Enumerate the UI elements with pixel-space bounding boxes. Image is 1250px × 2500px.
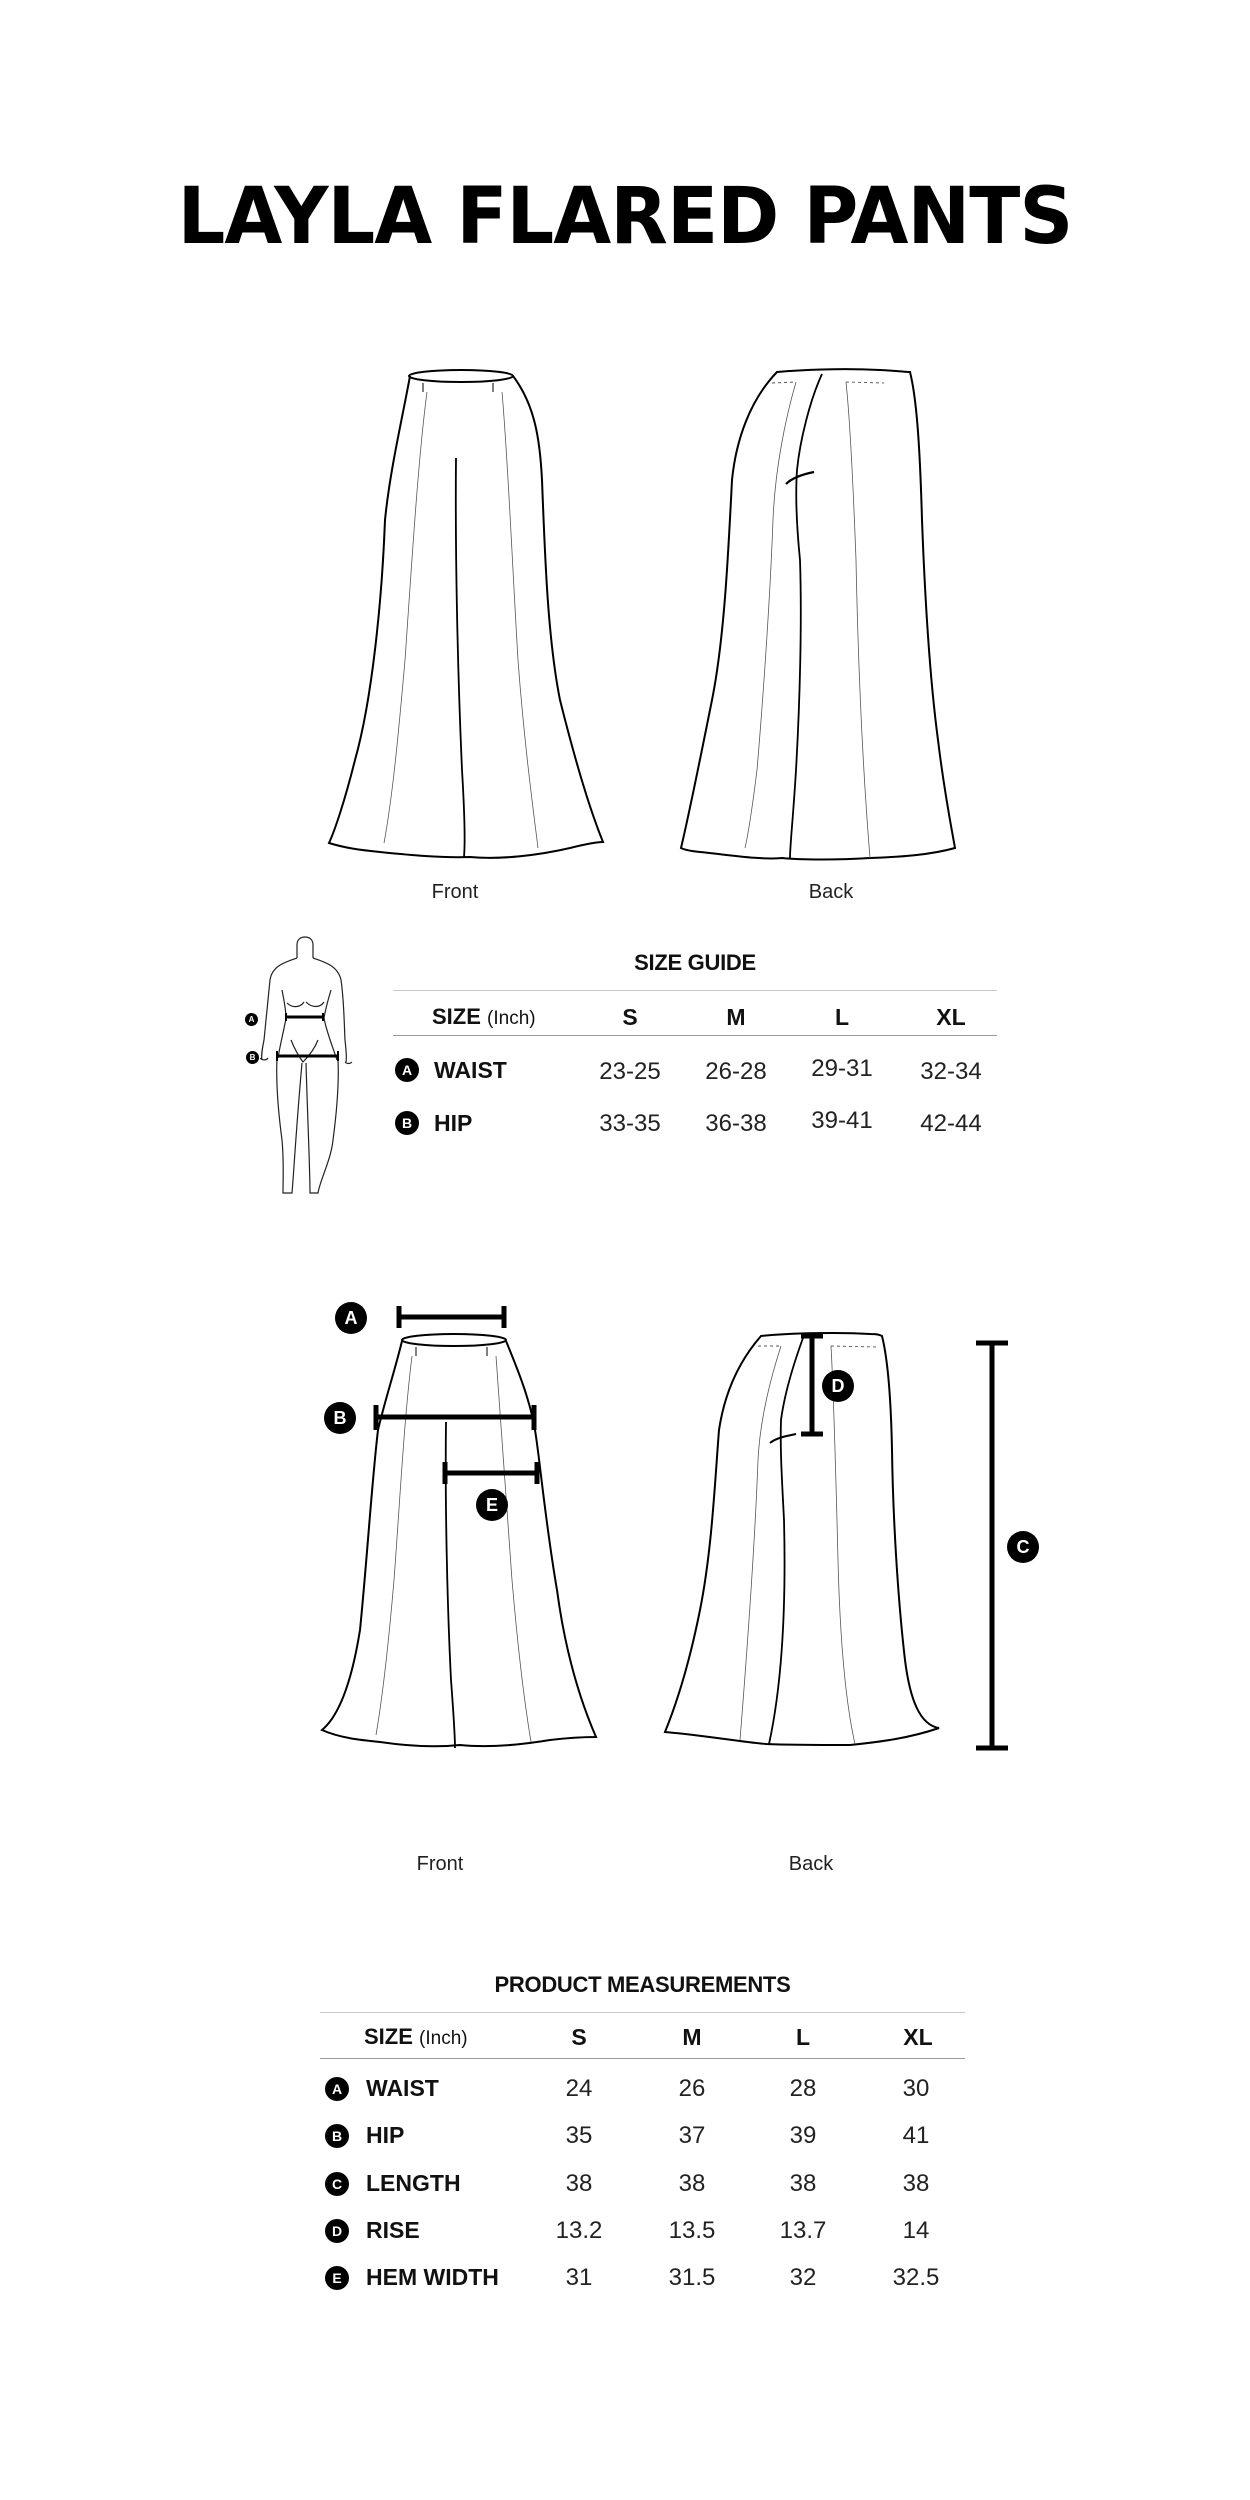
pm-badge-e: E xyxy=(325,2266,349,2290)
pm-waist-s: 24 xyxy=(565,2075,593,2102)
pm-rise-s: 13.2 xyxy=(555,2217,603,2244)
size-header-label: SIZE xyxy=(432,1004,481,1029)
pm-rise-l: 13.7 xyxy=(779,2217,827,2244)
pm-rise-m: 13.5 xyxy=(668,2217,716,2244)
pm-rise-xl: 14 xyxy=(902,2217,930,2244)
pm-length-l: 38 xyxy=(789,2170,817,2197)
size-guide-hip-l: 39-41 xyxy=(811,1107,873,1134)
pm-row-label-waist: WAIST xyxy=(366,2075,439,2101)
size-guide-row-label-hip: HIP xyxy=(434,1110,473,1136)
pm-top-rule xyxy=(320,2012,965,2013)
pm-waist-l: 28 xyxy=(789,2075,817,2102)
front-sketch-label: Front xyxy=(431,881,479,903)
pm-size-header-unit: (Inch) xyxy=(419,2028,468,2049)
pm-hip-m: 37 xyxy=(678,2122,706,2149)
pm-badge-b: B xyxy=(325,2124,349,2148)
pm-row-label-hip: HIP xyxy=(366,2122,405,2148)
back-sketch-label: Back xyxy=(808,881,854,903)
pm-hem-width-m: 31.5 xyxy=(668,2264,716,2291)
pm-size-header xyxy=(364,2024,468,2050)
pm-row-label-hem-width: HEM WIDTH xyxy=(366,2264,499,2290)
pm-badge-c: C xyxy=(325,2172,349,2196)
size-guide-badge-b: B xyxy=(395,1111,419,1135)
pm-header-rule xyxy=(320,2058,965,2059)
pm-hip-s: 35 xyxy=(565,2122,593,2149)
size-guide-col-s: S xyxy=(622,1004,638,1030)
size-guide-title: SIZE GUIDE xyxy=(634,950,756,975)
marker-d-rise: D xyxy=(822,1370,854,1402)
pm-col-xl: XL xyxy=(903,2024,933,2050)
size-guide-waist-l: 29-31 xyxy=(811,1055,873,1082)
pm-col-l: L xyxy=(795,2024,811,2050)
pm-waist-m: 26 xyxy=(678,2075,706,2102)
mannequin-badge-a: A xyxy=(245,1013,258,1026)
measurement-front-label: Front xyxy=(416,1853,464,1875)
pm-col-m: M xyxy=(682,2024,702,2050)
pm-length-s: 38 xyxy=(565,2170,593,2197)
size-guide-badge-a: A xyxy=(395,1058,419,1082)
size-guide-col-m: M xyxy=(726,1004,746,1030)
pm-badge-a: A xyxy=(325,2077,349,2101)
pm-hem-width-l: 32 xyxy=(789,2264,817,2291)
pm-row-label-length: LENGTH xyxy=(366,2170,461,2196)
size-guide-waist-xl: 32-34 xyxy=(920,1058,982,1085)
pm-waist-xl: 30 xyxy=(902,2075,930,2102)
size-guide-col-l: L xyxy=(834,1004,850,1030)
marker-b-hip: B xyxy=(324,1402,356,1434)
marker-e-hem-width: E xyxy=(476,1489,508,1521)
size-header-unit: (Inch) xyxy=(487,1008,536,1029)
marker-c-length: C xyxy=(1007,1531,1039,1563)
size-guide-waist-s: 23-25 xyxy=(599,1058,661,1085)
pm-col-s: S xyxy=(571,2024,587,2050)
measurement-back-label: Back xyxy=(788,1853,834,1875)
pm-hip-l: 39 xyxy=(789,2122,817,2149)
marker-a-waist: A xyxy=(335,1302,367,1334)
pm-size-header-label: SIZE xyxy=(364,2024,413,2049)
size-guide-hip-xl: 42-44 xyxy=(920,1110,982,1137)
page-title: LAYLA FLARED PANTS xyxy=(177,172,1073,262)
size-guide-hip-m: 36-38 xyxy=(705,1110,767,1137)
size-guide-hip-s: 33-35 xyxy=(599,1110,661,1137)
pm-badge-d: D xyxy=(325,2219,349,2243)
pm-length-xl: 38 xyxy=(902,2170,930,2197)
size-guide-waist-m: 26-28 xyxy=(705,1058,767,1085)
pm-row-label-rise: RISE xyxy=(366,2217,420,2243)
pm-length-m: 38 xyxy=(678,2170,706,2197)
pm-hem-width-xl: 32.5 xyxy=(892,2264,940,2291)
product-measurements-title: PRODUCT MEASUREMENTS xyxy=(494,1972,791,1997)
size-guide-col-xl: XL xyxy=(936,1004,966,1030)
mannequin-badge-b: B xyxy=(246,1051,259,1064)
size-guide-row-label-waist: WAIST xyxy=(434,1057,507,1083)
pm-hip-xl: 41 xyxy=(902,2122,930,2149)
pm-hem-width-s: 31 xyxy=(565,2264,593,2291)
